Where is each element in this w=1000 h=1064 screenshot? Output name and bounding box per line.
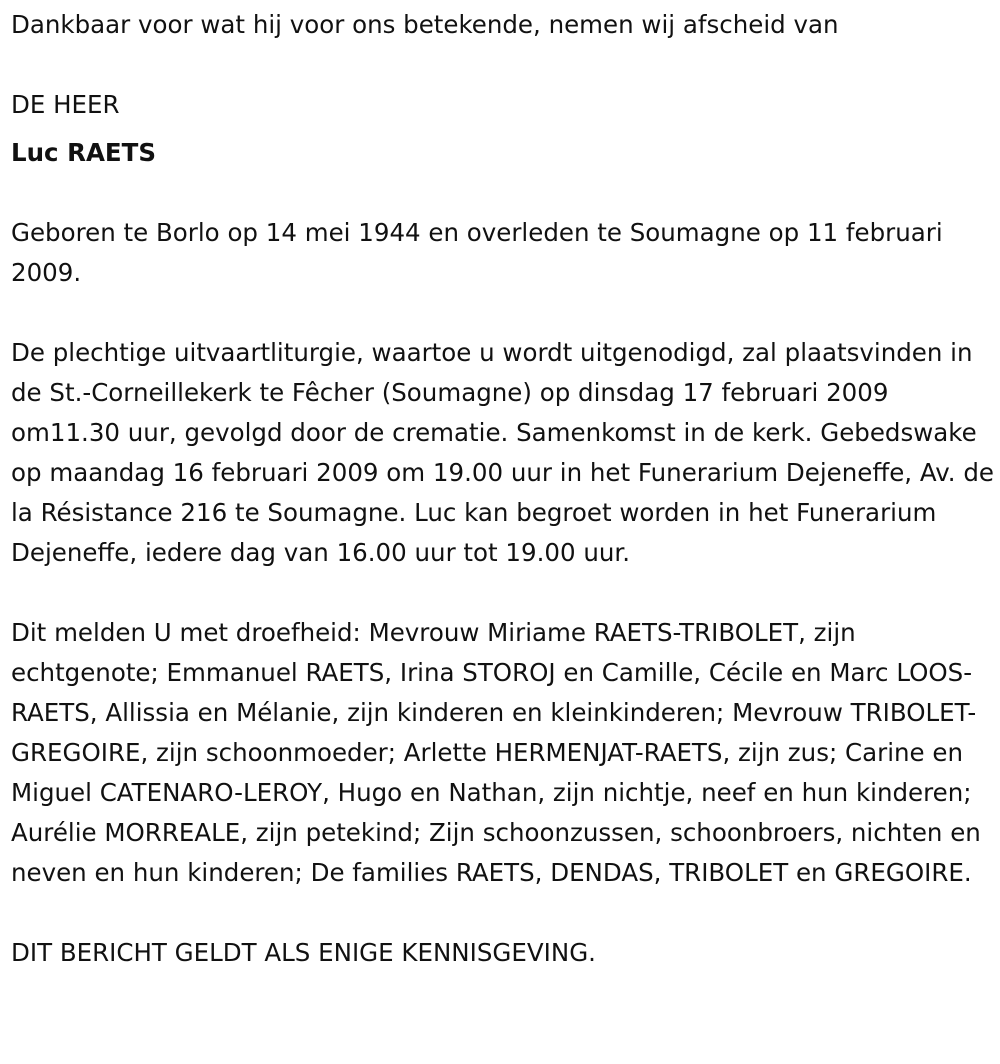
funeral-paragraph: De plechtige uitvaartliturgie, waartoe u wordt uitgenodigd, zal plaatsvinden in de St.-Corneillekerk te Fêcher (Soumagne) op dinsdag 17 februari 2009 om11.30 uur, gevolgd door de crematie. Samenkomst in de kerk. Gebedswake op maandag 16 februari 2009 om 19.00 uur in het Funerarium Dejeneffe, Av. de la Résistance 216 te Soumagne. Luc kan begroet worden in het Funerarium Dejeneffe, iedere dag van 16.00 uur tot 19.00 uur. [11, 338, 994, 567]
death-notice [11, 0, 996, 973]
closing-notice: DIT BERICHT GELDT ALS ENIGE KENNISGEVING. [11, 938, 596, 967]
honorific-title: DE HEER [11, 90, 120, 119]
intro-text: Dankbaar voor wat hij voor ons betekende, nemen wij afscheid van [11, 10, 839, 39]
birth-death-paragraph: Geboren te Borlo op 14 mei 1944 en overleden te Soumagne op 11 februari 2009. [11, 218, 943, 287]
family-paragraph: Dit melden U met droefheid: Mevrouw Miriame RAETS-TRIBOLET, zijn echtgenote; Emmanuel RAETS, Irina STOROJ en Camille, Cécile en Marc LOOS-RAETS, Allissia en Mélanie, zijn kinderen en kleinkinderen; Mevrouw TRIBOLET-GREGOIRE, zijn schoonmoeder; Arlette HERMENJAT-RAETS, zijn zus; Carine en Miguel CATENARO-LEROY, Hugo en Nathan, zijn nichtje, neef en hun kinderen; Aurélie MORREALE, zijn petekind; Zijn schoonzussen, schoonbroers, nichten en neven en hun kinderen; De families RAETS, DENDAS, TRIBOLET en GREGOIRE. [11, 618, 981, 887]
deceased-name: Luc RAETS [11, 138, 157, 167]
